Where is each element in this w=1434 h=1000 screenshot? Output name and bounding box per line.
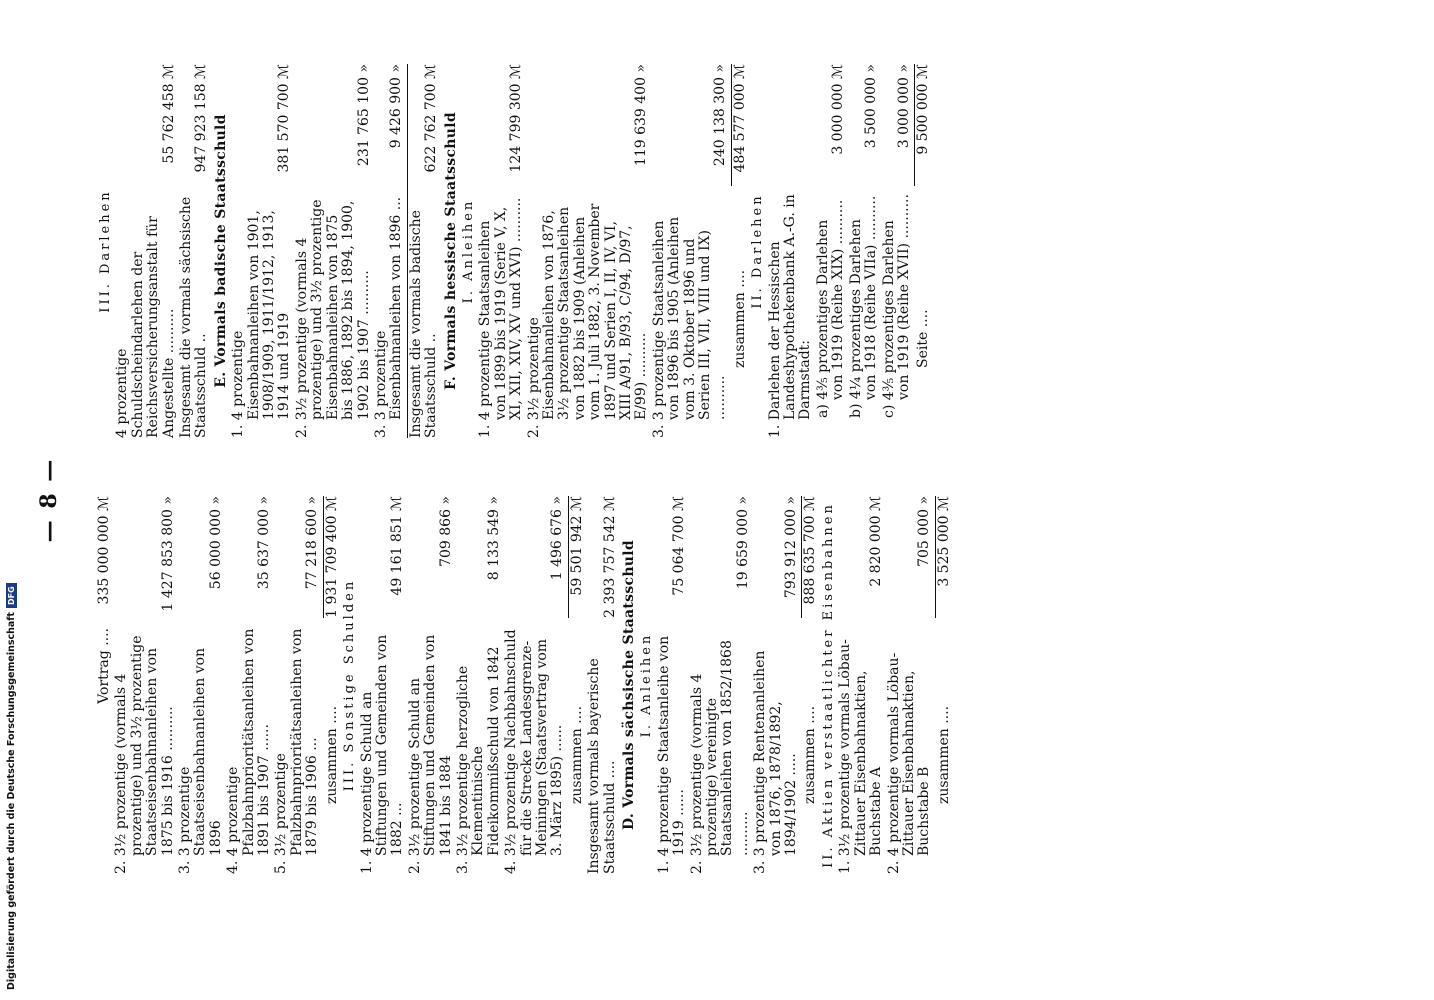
row-label: zusammen .... [935, 705, 952, 804]
row-amount: 19 659 000 » [734, 496, 751, 590]
row-amount: 1 496 676 » [549, 496, 566, 581]
row-label: 1. 3½ prozentige vormals Löbau-Zittauer Eisenbahnaktien, Buchstabe A [837, 639, 885, 874]
row-label: zusammen .... [323, 705, 340, 804]
ledger-row [178, 496, 224, 874]
row-label: 3. 3 prozentige Staatseisenbahnanleihen von 1896 [177, 647, 224, 874]
section-heading: F. Vormals hessische Staatsschuld [442, 112, 459, 390]
row-label: 2. 4 prozentige vormals Löbau-Zittauer Eisenbahnaktien, Buchstabe B [885, 652, 933, 874]
footer-text: Digitalisierung gefördert durch die Deutsche Forschungsgemeinschaft [5, 612, 17, 990]
row-amount: 124 799 300 ℳ [508, 64, 525, 173]
row-label: Seite .... [915, 309, 932, 368]
row-amount: 35 637 000 » [256, 496, 273, 590]
ledger-row [816, 64, 847, 438]
ledger-row [274, 496, 320, 874]
row-amount: 2 393 757 542 ℳ [601, 496, 618, 618]
subsection-heading: I. Anleihen [460, 198, 476, 304]
row-label: 4 prozentige Schuldscheindarlehen der Reichsversicherungsanstalt für Angestellte .......... [114, 216, 177, 438]
row-label: 2. 3½ prozentige (vormals 4 prozentige) und 3½ prozentige Eisenbahnanleihen von 1875 bis 1886, 1892 bis 1894, 1900, 1902 bis 1907 .......... [293, 199, 372, 438]
ledger-row [295, 64, 372, 438]
section-heading: D. Vormals sächsische Staatsschuld [621, 540, 637, 831]
ledger-row [325, 496, 340, 874]
ledger-row [753, 496, 799, 874]
subsection-heading: II. Aktien verstaatlichter Eisenbahnen [820, 502, 836, 868]
row-label: Vortrag .... [96, 628, 112, 704]
row-amount: 49 161 851 ℳ [389, 496, 406, 596]
row-amount: 55 762 458 ℳ [160, 64, 177, 164]
row-amount: 709 866 » [437, 496, 454, 567]
ledger-row [690, 496, 752, 874]
ledger-row [231, 64, 293, 438]
ledger-row [360, 496, 406, 874]
right-column [96, 64, 934, 438]
row-label: 1. 4 prozentige Staatsanleihe von 1919 ...... [655, 635, 688, 874]
subsection-heading: III. Darlehen [98, 189, 113, 313]
row-label: Insgesamt die vormals badische Staatsschuld .. [407, 210, 440, 438]
row-amount: 1 427 853 800 » [159, 496, 176, 612]
ledger-row [456, 496, 502, 874]
row-label: Insgesamt vormals bayerische Staatsschuld .... [586, 658, 618, 874]
row-amount: 75 064 700 ℳ [671, 496, 688, 596]
row-label: 1. 4 prozentige Staatsanleihen von 1899 bis 1919 (Serie V, X, XI, XII, XIV, XV und XVI) .......... [477, 197, 525, 438]
ledger-row [587, 496, 618, 874]
ledger-row [733, 64, 748, 438]
row-amount: 119 639 400 » [633, 64, 650, 167]
row-amount: 335 000 000 ℳ [96, 496, 112, 605]
row-label: 1. 4 prozentige Eisenbahnanleihen von 1901, 1908/1909, 1911/1912, 1913, 1914 und 1919 [230, 210, 293, 438]
ledger-row [887, 496, 933, 874]
row-amount: 8 133 549 » [485, 496, 502, 581]
ledger-row [937, 496, 952, 874]
row-label: 3. 3½ prozentige herzogliche Klementinische Fideikommißschuld von 1842 [454, 646, 502, 874]
ledger-row [114, 496, 176, 874]
row-amount: 381 570 700 ℳ [276, 64, 293, 173]
ledger-row [916, 64, 931, 438]
row-amount: 3 500 000 » [863, 64, 880, 149]
row-amount: 888 635 700 ℳ [802, 496, 819, 605]
row-amount: 56 000 000 » [207, 496, 224, 590]
row-amount: 240 138 300 » [712, 64, 729, 167]
section-heading: E. Vormals badische Staatsschuld [212, 114, 229, 388]
row-label: zusammen .... [731, 269, 748, 368]
ledger-row [374, 64, 405, 438]
row-amount: 3 000 000 ℳ [830, 64, 847, 155]
ledger-row [115, 64, 177, 438]
ledger-row [527, 64, 650, 438]
row-amount: 622 762 700 ℳ [423, 64, 440, 173]
ledger-row [409, 64, 440, 438]
row-label: 3. 3 prozentige Eisenbahnanleihen von 1896 ... [372, 196, 405, 438]
ledger-row [478, 64, 524, 438]
row-label: 2. 3½ prozentige (vormals 4 prozentige) vereinigte Staatsanleihen von 1852/1868 .......... [688, 640, 751, 874]
row-label: Insgesamt die vormals sächsische Staatsschuld .. [178, 196, 210, 438]
row-label: b) 4¼ prozentiges Darlehen von 1918 (Reihe VIIa) .......... [847, 195, 880, 418]
ledger-row [768, 64, 814, 438]
subsection-heading: III. Sonstige Schulden [342, 578, 358, 792]
ledger-row [838, 496, 884, 874]
row-amount: 231 765 100 » [355, 64, 372, 167]
subsection-heading: I. Anleihen [639, 632, 655, 738]
ledger-row [226, 496, 272, 874]
row-amount: 77 218 600 » [304, 496, 321, 590]
row-label: zusammen .... [802, 705, 819, 804]
row-label: 1. Darlehen der Hessischen Landeshypothekenbank A.-G. in Darmstadt: [766, 194, 814, 438]
page-number: — 8 — [36, 457, 62, 543]
row-amount: 9 426 900 » [388, 64, 405, 149]
row-amount: 1 931 709 400 ℳ [323, 496, 340, 618]
ledger-row [803, 496, 818, 874]
row-amount: 705 000 » [916, 496, 933, 567]
row-label: a) 4⅗ prozentiges Darlehen von 1919 (Reihe XIX) .......... [814, 199, 847, 418]
row-label: 4. 4 prozentige Pfalzbahnprioritätsanleihen von 1891 bis 1907 ...... [225, 628, 273, 874]
row-amount: 484 577 000 ℳ [731, 64, 748, 173]
row-amount: 2 820 000 ℳ [868, 496, 885, 587]
row-amount: 3 525 000 ℳ [935, 496, 952, 587]
ledger-row [652, 64, 729, 438]
dfg-logo: DFG [6, 583, 17, 608]
row-label: 3. 3 prozentige Rentenanleihen von 1876, 1878/1892, 1894/1902 ..... [752, 650, 800, 874]
row-amount: 947 923 158 ℳ [193, 64, 210, 173]
row-label: c) 4⅗ prozentiges Darlehen von 1919 (Reihe XVII) .......... [880, 194, 912, 418]
ledger-row [657, 496, 688, 874]
digitization-footer [4, 0, 18, 990]
row-label: 1. 4 prozentige Schuld an Stiftungen und Gemeinden von 1882 ... [358, 634, 406, 874]
row-label: 5. 3½ prozentige Pfalzbahnprioritätsanleihen von 1879 bis 1906 ... [273, 628, 321, 874]
row-label: 3. 3 prozentige Staatsanleihen von 1896 bis 1905 (Anleihen vom 3. Oktober 1896 und Serien III, VII, VIII und IX) .......... [650, 216, 729, 438]
row-amount: 793 912 000 » [783, 496, 800, 599]
row-label: 4. 3½ prozentige Nachbahnschuld für die Strecke Landesgrenze-Meiningen (Staatsvertrag vom 3. März 1895) ...... [503, 629, 566, 874]
ledger-row [179, 64, 210, 438]
ledger-row [504, 496, 566, 874]
row-amount: 3 000 000 » [895, 64, 912, 149]
row-label: 2. 3½ prozentige Eisenbahnanleihen von 1876, 3½ prozentige Staatsanleihen von 1882 bis 1909 (Anleihen vom 1. Juli 1882, 3. November 1897 und Serien I, II, IV, VI, XIII A/91, B/93, C/94, D/97, E/99) .......... [525, 203, 650, 438]
ledger-row [849, 64, 880, 438]
row-label: zusammen .... [568, 705, 585, 804]
row-label: 2. 3½ prozentige Schuld an Stiftungen und Gemeinden von 1841 bis 1884 [406, 634, 454, 874]
ledger-row [882, 64, 913, 438]
subsection-heading: II. Darlehen [750, 193, 766, 309]
row-label: 2. 3½ prozentige (vormals 4 prozentige) und 3½ prozentige Staatseisenbahnanleihen von 1875 bis 1916 .......... [113, 635, 176, 874]
left-column [96, 496, 954, 874]
ledger-row [408, 496, 454, 874]
ledger-row [570, 496, 585, 874]
row-amount: 59 501 942 ℳ [568, 496, 585, 596]
ledger-row [97, 496, 112, 874]
row-amount: 9 500 000 ℳ [915, 64, 932, 155]
